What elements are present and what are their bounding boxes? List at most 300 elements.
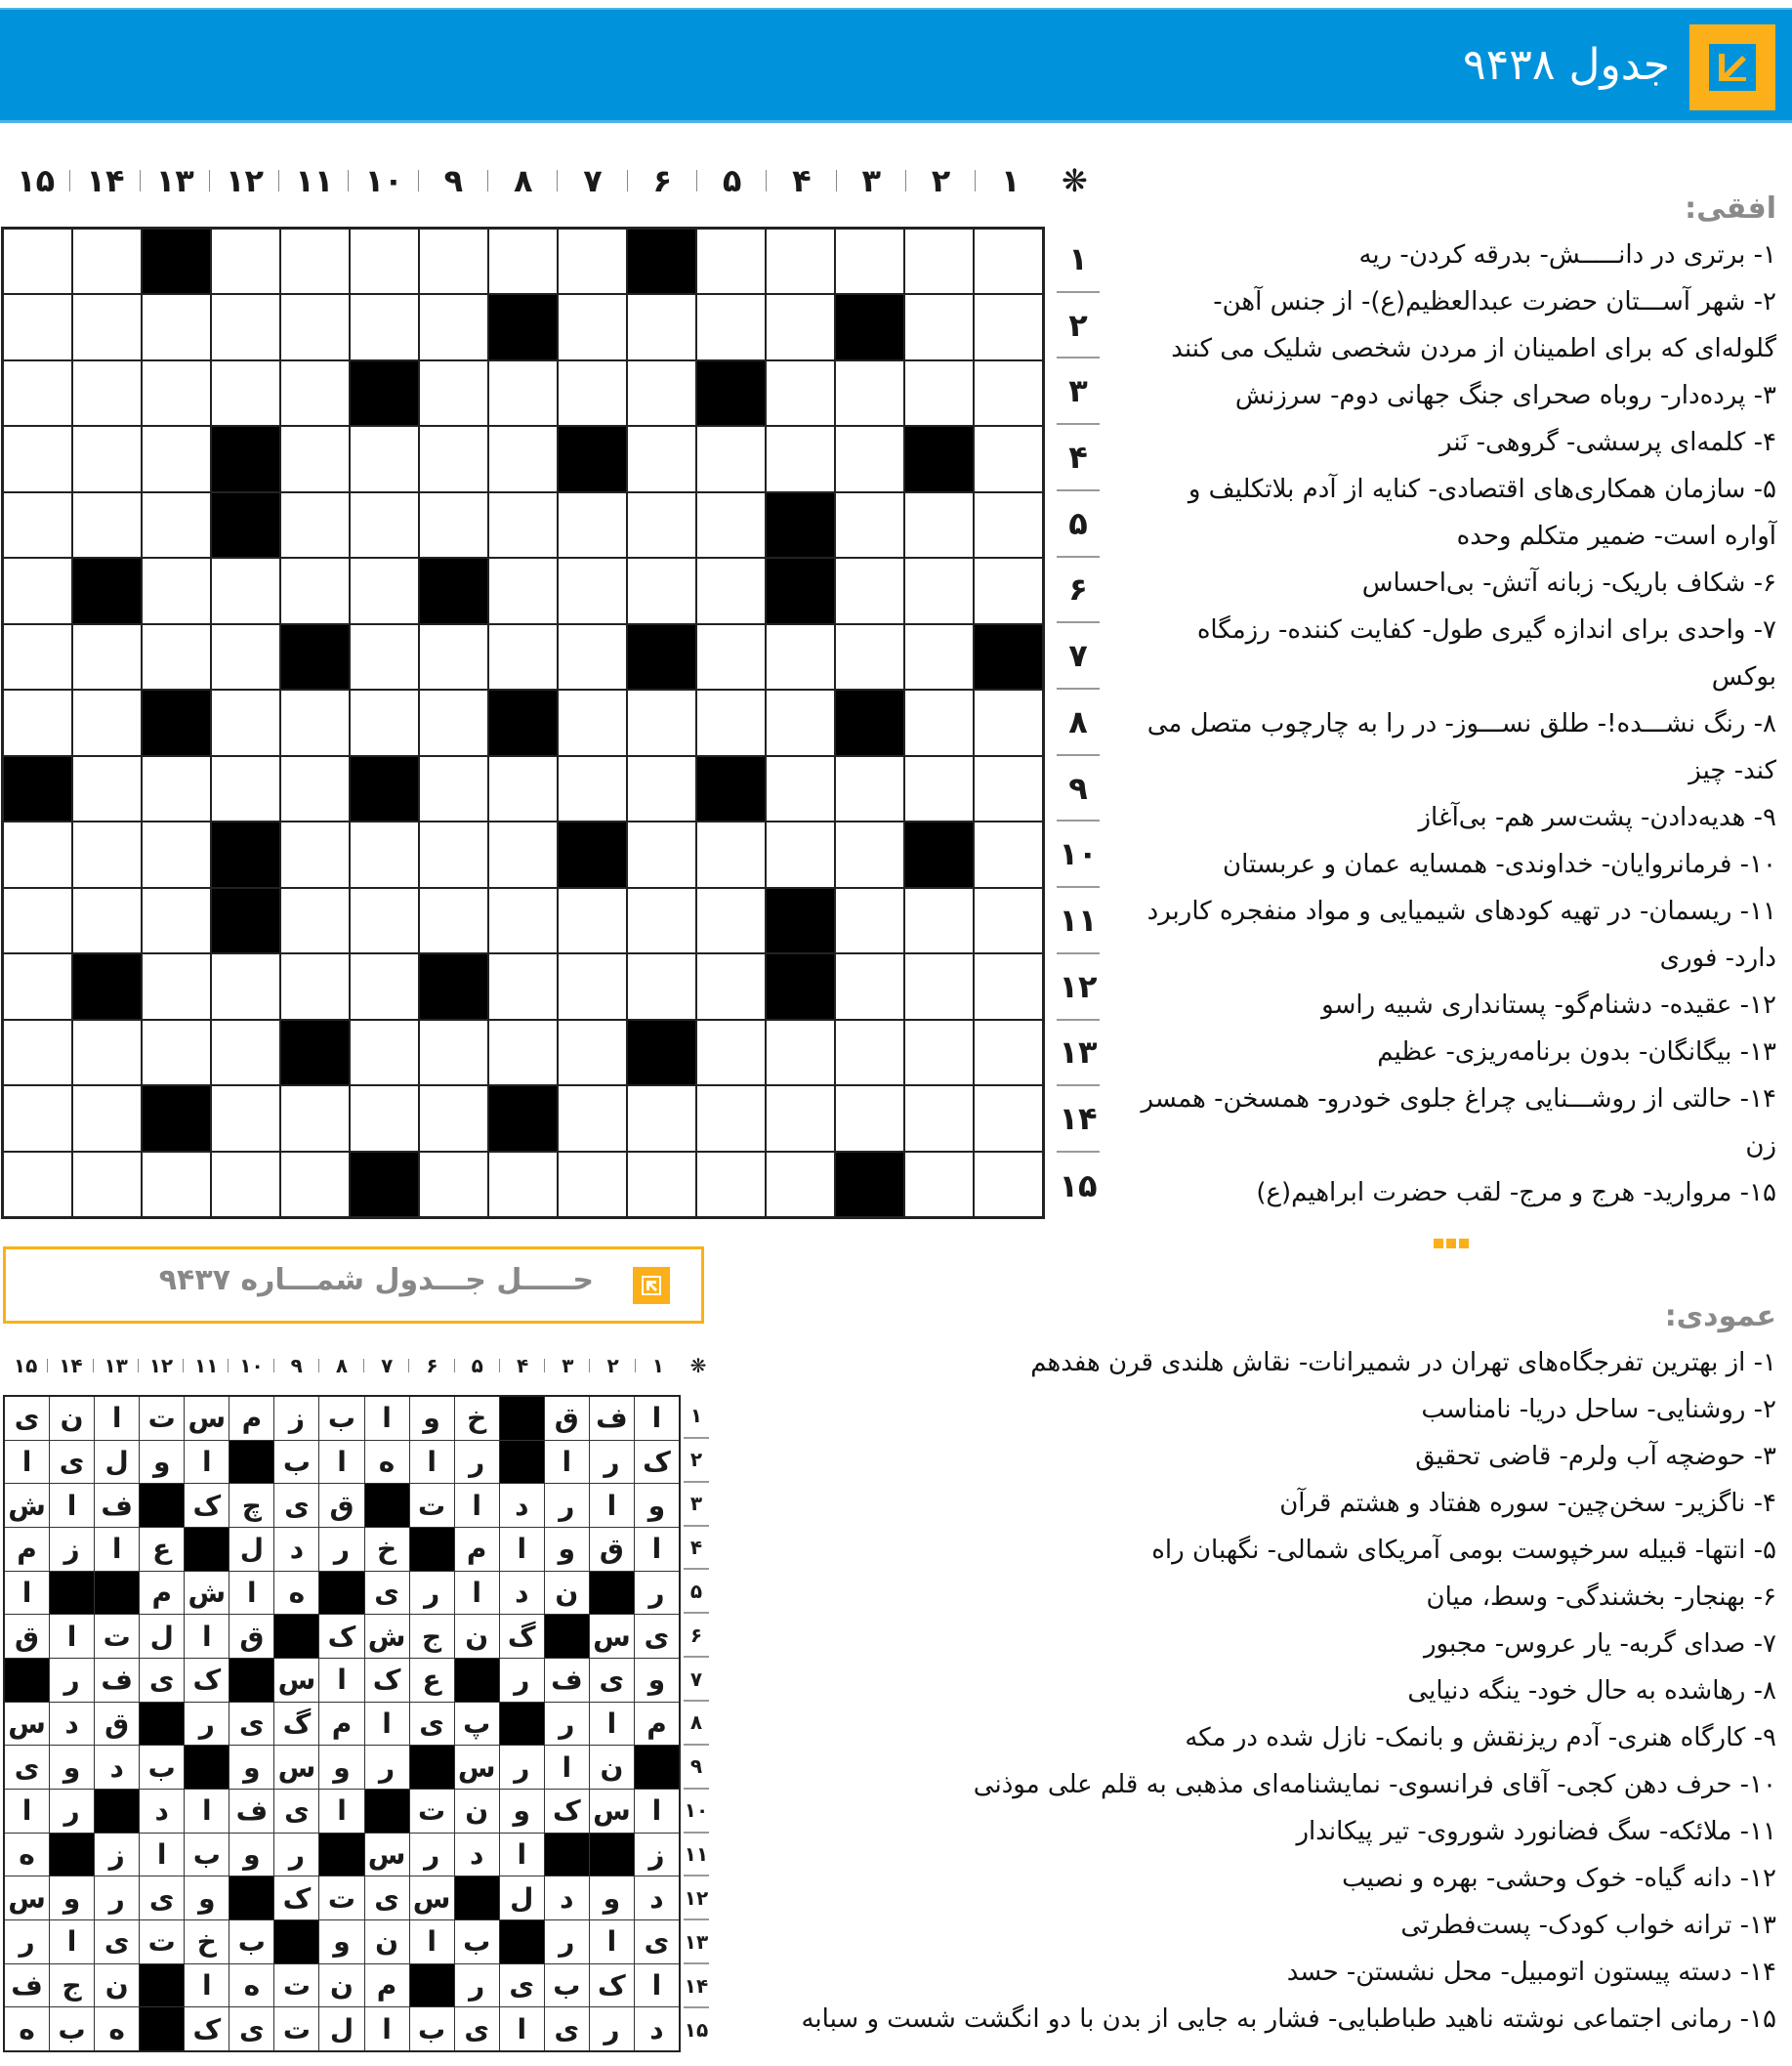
grid-cell[interactable] bbox=[351, 1086, 418, 1150]
grid-cell[interactable] bbox=[628, 822, 695, 886]
solution-letter-cell: ا bbox=[185, 1790, 229, 1833]
grid-cell[interactable] bbox=[143, 493, 210, 557]
grid-cell[interactable] bbox=[351, 295, 418, 358]
grid-cell[interactable] bbox=[836, 427, 903, 490]
grid-cell[interactable] bbox=[697, 295, 765, 358]
grid-cell[interactable] bbox=[351, 559, 418, 622]
grid-cell[interactable] bbox=[489, 493, 557, 557]
solution-letter-cell: س bbox=[185, 1397, 229, 1440]
grid-cell[interactable] bbox=[559, 559, 626, 622]
grid-cell[interactable] bbox=[4, 559, 71, 622]
grid-cell[interactable] bbox=[628, 889, 695, 952]
page-header bbox=[0, 8, 1792, 123]
column-number: ۷ bbox=[364, 1354, 409, 1377]
grid-cell[interactable] bbox=[767, 757, 834, 821]
grid-cell[interactable] bbox=[559, 230, 626, 293]
grid-cell[interactable] bbox=[281, 295, 349, 358]
grid-cell[interactable] bbox=[212, 230, 279, 293]
grid-cell[interactable] bbox=[4, 822, 71, 886]
grid-cell[interactable] bbox=[697, 1086, 765, 1150]
grid-cell[interactable] bbox=[559, 1086, 626, 1150]
solution-letter-cell: ن bbox=[365, 1920, 409, 1963]
grid-cell[interactable] bbox=[73, 1153, 141, 1216]
across-clue: ۱۵- مروارید- هرج و مرج- لقب حضرت ابراهیم(ع) bbox=[1256, 1178, 1776, 1207]
grid-cell[interactable] bbox=[975, 1153, 1042, 1216]
grid-cell[interactable] bbox=[143, 757, 210, 821]
grid-cell[interactable] bbox=[975, 691, 1042, 754]
solution-letter-cell: ی bbox=[5, 1397, 49, 1440]
solution-letter-cell: س bbox=[5, 1876, 49, 1919]
grid-cell[interactable] bbox=[143, 822, 210, 886]
across-clue: ۱۲- عقیده- دشنام‌گو- پستانداری شبیه راسو bbox=[1321, 991, 1776, 1020]
black-cell bbox=[143, 691, 210, 754]
grid-cell[interactable] bbox=[697, 1153, 765, 1216]
solution-letter-cell: د bbox=[500, 1572, 544, 1615]
solution-letter-cell: ک bbox=[274, 1876, 318, 1919]
grid-cell[interactable] bbox=[489, 361, 557, 425]
column-number: ۲ bbox=[590, 1354, 635, 1377]
grid-cell[interactable] bbox=[351, 691, 418, 754]
grid-cell[interactable] bbox=[351, 427, 418, 490]
solution-letter-cell: ب bbox=[229, 1920, 273, 1963]
grid-cell[interactable] bbox=[281, 361, 349, 425]
solution-letter-cell: ک bbox=[319, 1615, 363, 1658]
row-number: ۵ bbox=[1057, 491, 1100, 558]
solution-letter-cell: ا bbox=[5, 1441, 49, 1484]
solution-letter-cell: ا bbox=[635, 1790, 679, 1833]
grid-cell[interactable] bbox=[905, 1086, 973, 1150]
column-number: ۶ bbox=[628, 162, 697, 199]
grid-cell[interactable] bbox=[420, 757, 487, 821]
solution-letter-cell: س bbox=[590, 1790, 634, 1833]
grid-cell[interactable] bbox=[905, 691, 973, 754]
grid-cell[interactable] bbox=[905, 889, 973, 952]
grid-cell[interactable] bbox=[143, 295, 210, 358]
grid-cell[interactable] bbox=[281, 427, 349, 490]
grid-cell[interactable] bbox=[628, 954, 695, 1018]
grid-cell[interactable] bbox=[351, 889, 418, 952]
grid-cell[interactable] bbox=[905, 757, 973, 821]
grid-cell[interactable] bbox=[281, 1086, 349, 1150]
black-cell bbox=[420, 954, 487, 1018]
solution-letter-cell: و bbox=[319, 1920, 363, 1963]
solution-black-cell bbox=[274, 1615, 318, 1658]
grid-cell[interactable] bbox=[281, 954, 349, 1018]
grid-cell[interactable] bbox=[767, 625, 834, 689]
grid-cell[interactable] bbox=[281, 1153, 349, 1216]
grid-cell[interactable] bbox=[836, 493, 903, 557]
black-cell bbox=[767, 954, 834, 1018]
solution-letter-cell: ا bbox=[185, 1964, 229, 2007]
grid-cell[interactable] bbox=[905, 493, 973, 557]
grid-cell[interactable] bbox=[73, 822, 141, 886]
grid-cell[interactable] bbox=[420, 1153, 487, 1216]
solution-letter-cell: و bbox=[50, 1746, 94, 1789]
grid-cell[interactable] bbox=[420, 1021, 487, 1084]
solution-letter-cell: د bbox=[50, 1703, 94, 1746]
column-number: ۴ bbox=[767, 162, 836, 199]
across-clue: ۲- شهر آســـتان حضرت عبدالعظیم(ع)- از جنس آهن- گلوله‌ای که برای اطمینان از مردن شخصی شلیک می کنند bbox=[1171, 287, 1776, 363]
grid-cell[interactable] bbox=[4, 1021, 71, 1084]
grid-cell[interactable] bbox=[4, 889, 71, 952]
grid-cell[interactable] bbox=[281, 691, 349, 754]
grid-cell[interactable] bbox=[420, 493, 487, 557]
grid-cell[interactable] bbox=[559, 757, 626, 821]
grid-cell[interactable] bbox=[4, 361, 71, 425]
grid-cell[interactable] bbox=[975, 954, 1042, 1018]
grid-cell[interactable] bbox=[73, 1086, 141, 1150]
solution-letter-cell: ن bbox=[95, 1964, 139, 2007]
grid-cell[interactable] bbox=[905, 230, 973, 293]
solution-black-cell bbox=[140, 1703, 184, 1746]
grid-cell[interactable] bbox=[697, 954, 765, 1018]
grid-cell[interactable] bbox=[4, 1086, 71, 1150]
row-number: ۷ bbox=[684, 1658, 709, 1702]
grid-cell[interactable] bbox=[836, 361, 903, 425]
across-clue: ۴- کلمه‌ای پرسشی- گروهی- نَنر bbox=[1438, 428, 1776, 457]
solution-black-cell bbox=[500, 1703, 544, 1746]
row-number: ۱۳ bbox=[1057, 1021, 1100, 1087]
grid-cell[interactable] bbox=[905, 1153, 973, 1216]
grid-cell[interactable] bbox=[905, 559, 973, 622]
corner-arrow-icon bbox=[1689, 24, 1775, 110]
row-number: ۲ bbox=[684, 1439, 709, 1483]
grid-cell[interactable] bbox=[489, 1153, 557, 1216]
grid-cell[interactable] bbox=[420, 691, 487, 754]
grid-cell[interactable] bbox=[559, 889, 626, 952]
grid-cell[interactable] bbox=[697, 493, 765, 557]
grid-cell[interactable] bbox=[4, 493, 71, 557]
grid-cell[interactable] bbox=[628, 361, 695, 425]
solution-letter-cell: ن bbox=[455, 1790, 499, 1833]
grid-cell[interactable] bbox=[212, 757, 279, 821]
grid-cell[interactable] bbox=[767, 1021, 834, 1084]
grid-cell[interactable] bbox=[975, 559, 1042, 622]
black-cell bbox=[559, 427, 626, 490]
grid-cell[interactable] bbox=[559, 625, 626, 689]
grid-cell[interactable] bbox=[975, 493, 1042, 557]
grid-cell[interactable] bbox=[73, 691, 141, 754]
grid-cell[interactable] bbox=[905, 954, 973, 1018]
grid-cell[interactable] bbox=[4, 1153, 71, 1216]
row-number: ۶ bbox=[684, 1614, 709, 1658]
crossword-grid bbox=[1, 227, 1045, 1219]
solution-letter-cell: ج bbox=[410, 1615, 454, 1658]
solution-letter-cell: ن bbox=[545, 1572, 589, 1615]
grid-cell[interactable] bbox=[281, 889, 349, 952]
solution-letter-cell: ر bbox=[455, 1964, 499, 2007]
down-clue: ۱۴- دسته پیستون اتومبیل- محل نشستن- حسد bbox=[1286, 1958, 1776, 1987]
grid-cell[interactable] bbox=[420, 361, 487, 425]
grid-cell[interactable] bbox=[628, 493, 695, 557]
solution-black-cell bbox=[545, 1834, 589, 1876]
grid-cell[interactable] bbox=[73, 889, 141, 952]
solution-letter-cell: و bbox=[500, 1790, 544, 1833]
solution-letter-cell: ن bbox=[455, 1615, 499, 1658]
grid-cell[interactable] bbox=[628, 427, 695, 490]
solution-letter-cell: ی bbox=[365, 1572, 409, 1615]
across-clue: ۱۰- فرمانروایان- خداوندی- همسایه عمان و عربستان bbox=[1223, 850, 1776, 879]
solution-letter-cell: ب bbox=[545, 1964, 589, 2007]
grid-cell[interactable] bbox=[212, 691, 279, 754]
grid-cell[interactable] bbox=[351, 625, 418, 689]
grid-cell[interactable] bbox=[73, 427, 141, 490]
solution-black-cell bbox=[50, 1572, 94, 1615]
black-cell bbox=[489, 691, 557, 754]
grid-cell[interactable] bbox=[351, 954, 418, 1018]
grid-cell[interactable] bbox=[420, 625, 487, 689]
grid-cell[interactable] bbox=[489, 559, 557, 622]
solution-letter-cell: ر bbox=[635, 1572, 679, 1615]
grid-cell[interactable] bbox=[73, 625, 141, 689]
solution-black-cell bbox=[319, 1572, 363, 1615]
grid-cell[interactable] bbox=[697, 691, 765, 754]
solution-letter-cell: ا bbox=[590, 1920, 634, 1963]
grid-cell[interactable] bbox=[628, 559, 695, 622]
grid-cell[interactable] bbox=[73, 230, 141, 293]
grid-cell[interactable] bbox=[559, 954, 626, 1018]
grid-cell[interactable] bbox=[212, 954, 279, 1018]
grid-cell[interactable] bbox=[975, 1086, 1042, 1150]
down-clue: ۳- حوضچه آب ولرم- قاضی تحقیق bbox=[1415, 1442, 1776, 1471]
grid-cell[interactable] bbox=[73, 295, 141, 358]
down-clue: ۶- بهنجار- بخشندگی- وسط، میان bbox=[1426, 1582, 1776, 1612]
grid-cell[interactable] bbox=[73, 757, 141, 821]
grid-cell[interactable] bbox=[212, 1021, 279, 1084]
grid-cell[interactable] bbox=[697, 230, 765, 293]
grid-cell[interactable] bbox=[975, 822, 1042, 886]
grid-cell[interactable] bbox=[4, 954, 71, 1018]
grid-cell[interactable] bbox=[4, 230, 71, 293]
solution-letter-cell: ا bbox=[635, 1397, 679, 1440]
column-number: ۵ bbox=[697, 162, 767, 199]
grid-cell[interactable] bbox=[143, 427, 210, 490]
grid-cell[interactable] bbox=[767, 822, 834, 886]
grid-cell[interactable] bbox=[836, 822, 903, 886]
solution-letter-cell: ک bbox=[590, 1964, 634, 2007]
solution-letter-cell: ز bbox=[274, 1397, 318, 1440]
grid-cell[interactable] bbox=[559, 1153, 626, 1216]
grid-cell[interactable] bbox=[4, 295, 71, 358]
black-cell bbox=[143, 1086, 210, 1150]
grid-cell[interactable] bbox=[420, 822, 487, 886]
row-number: ۱۲ bbox=[684, 1876, 709, 1920]
black-cell bbox=[767, 889, 834, 952]
grid-cell[interactable] bbox=[281, 230, 349, 293]
solution-letter-cell: و bbox=[635, 1484, 679, 1527]
black-cell bbox=[212, 493, 279, 557]
solution-black-cell bbox=[95, 1790, 139, 1833]
across-clue: ۸- رنگ نشـــده!- طلق نســـوز- در را به چارچوب متصل می کند- چیز bbox=[1146, 709, 1776, 785]
grid-cell[interactable] bbox=[420, 1086, 487, 1150]
solution-letter-cell: گ bbox=[500, 1615, 544, 1658]
row-number: ۴ bbox=[684, 1527, 709, 1571]
grid-cell[interactable] bbox=[489, 822, 557, 886]
solution-letter-cell: ا bbox=[50, 1920, 94, 1963]
grid-cell[interactable] bbox=[212, 1153, 279, 1216]
grid-cell[interactable] bbox=[767, 361, 834, 425]
grid-cell[interactable] bbox=[975, 889, 1042, 952]
grid-cell[interactable] bbox=[351, 230, 418, 293]
grid-cell[interactable] bbox=[143, 361, 210, 425]
grid-cell[interactable] bbox=[767, 427, 834, 490]
solution-letter-cell: ک bbox=[185, 1484, 229, 1527]
grid-cell[interactable] bbox=[212, 1086, 279, 1150]
grid-cell[interactable] bbox=[420, 230, 487, 293]
grid-cell[interactable] bbox=[767, 1153, 834, 1216]
down-clue-list bbox=[722, 1339, 1776, 2043]
solution-letter-cell: ر bbox=[590, 1441, 634, 1484]
grid-cell[interactable] bbox=[628, 757, 695, 821]
across-heading: افقی: bbox=[1685, 191, 1776, 226]
row-number: ۶ bbox=[1057, 558, 1100, 624]
grid-cell[interactable] bbox=[767, 230, 834, 293]
grid-cell[interactable] bbox=[281, 559, 349, 622]
grid-cell[interactable] bbox=[420, 295, 487, 358]
grid-cell[interactable] bbox=[489, 1021, 557, 1084]
grid-cell[interactable] bbox=[281, 757, 349, 821]
solution-letter-cell: ل bbox=[229, 1528, 273, 1571]
column-number: ۸ bbox=[319, 1354, 364, 1377]
grid-cell[interactable] bbox=[281, 493, 349, 557]
grid-cell[interactable] bbox=[975, 1021, 1042, 1084]
solution-letter-cell: ف bbox=[95, 1659, 139, 1702]
row-number: ۱۳ bbox=[684, 1920, 709, 1964]
black-cell bbox=[697, 361, 765, 425]
grid-cell[interactable] bbox=[4, 427, 71, 490]
grid-cell[interactable] bbox=[836, 954, 903, 1018]
grid-cell[interactable] bbox=[489, 625, 557, 689]
grid-cell[interactable] bbox=[143, 889, 210, 952]
grid-cell[interactable] bbox=[836, 1086, 903, 1150]
grid-cell[interactable] bbox=[697, 1021, 765, 1084]
grid-cell[interactable] bbox=[767, 691, 834, 754]
solution-letter-cell: د bbox=[455, 1834, 499, 1876]
black-cell bbox=[836, 295, 903, 358]
grid-cell[interactable] bbox=[836, 1021, 903, 1084]
solution-black-cell bbox=[545, 1615, 589, 1658]
grid-cell[interactable] bbox=[351, 1021, 418, 1084]
grid-cell[interactable] bbox=[975, 361, 1042, 425]
grid-cell[interactable] bbox=[559, 295, 626, 358]
grid-cell[interactable] bbox=[836, 889, 903, 952]
solution-letter-cell: ت bbox=[274, 1964, 318, 2007]
grid-cell[interactable] bbox=[905, 1021, 973, 1084]
solution-letter-cell: ی bbox=[229, 2007, 273, 2050]
solution-letter-cell: ر bbox=[545, 1484, 589, 1527]
grid-cell[interactable] bbox=[767, 1086, 834, 1150]
grid-cell[interactable] bbox=[905, 295, 973, 358]
grid-cell[interactable] bbox=[351, 493, 418, 557]
solution-black-cell bbox=[410, 1746, 454, 1789]
grid-cell[interactable] bbox=[143, 954, 210, 1018]
grid-cell[interactable] bbox=[975, 427, 1042, 490]
grid-cell[interactable] bbox=[73, 493, 141, 557]
grid-cell[interactable] bbox=[351, 822, 418, 886]
grid-cell[interactable] bbox=[73, 361, 141, 425]
grid-cell[interactable] bbox=[836, 625, 903, 689]
grid-cell[interactable] bbox=[836, 757, 903, 821]
grid-cell[interactable] bbox=[73, 1021, 141, 1084]
solution-letter-cell: ر bbox=[410, 1572, 454, 1615]
grid-cell[interactable] bbox=[489, 954, 557, 1018]
grid-cell[interactable] bbox=[836, 559, 903, 622]
grid-cell[interactable] bbox=[697, 559, 765, 622]
grid-cell[interactable] bbox=[489, 427, 557, 490]
grid-cell[interactable] bbox=[697, 427, 765, 490]
grid-cell[interactable] bbox=[212, 625, 279, 689]
solution-letter-cell: ه bbox=[95, 2007, 139, 2050]
solution-letter-cell: ی bbox=[229, 1703, 273, 1746]
grid-cell[interactable] bbox=[143, 625, 210, 689]
solution-letter-cell: ا bbox=[500, 1834, 544, 1876]
grid-cell[interactable] bbox=[212, 295, 279, 358]
grid-cell[interactable] bbox=[975, 230, 1042, 293]
solution-letter-cell: ل bbox=[140, 1615, 184, 1658]
black-cell bbox=[73, 954, 141, 1018]
grid-cell[interactable] bbox=[628, 1153, 695, 1216]
grid-cell[interactable] bbox=[559, 493, 626, 557]
grid-cell[interactable] bbox=[4, 625, 71, 689]
grid-cell[interactable] bbox=[489, 757, 557, 821]
solution-letter-cell: ت bbox=[410, 1790, 454, 1833]
solution-letter-cell: ک bbox=[545, 1790, 589, 1833]
grid-cell[interactable] bbox=[905, 361, 973, 425]
grid-cell[interactable] bbox=[559, 361, 626, 425]
grid-cell[interactable] bbox=[420, 889, 487, 952]
grid-cell[interactable] bbox=[628, 295, 695, 358]
grid-cell[interactable] bbox=[143, 559, 210, 622]
solution-letter-cell: ک bbox=[185, 2007, 229, 2050]
solution-letter-cell: ف bbox=[545, 1659, 589, 1702]
solution-letter-cell: س bbox=[365, 1834, 409, 1876]
grid-cell[interactable] bbox=[420, 427, 487, 490]
grid-cell[interactable] bbox=[975, 757, 1042, 821]
grid-cell[interactable] bbox=[281, 822, 349, 886]
column-number: ۳ bbox=[545, 1354, 590, 1377]
grid-cell[interactable] bbox=[212, 559, 279, 622]
grid-cell[interactable] bbox=[559, 691, 626, 754]
grid-cell[interactable] bbox=[628, 1086, 695, 1150]
grid-cell[interactable] bbox=[143, 1021, 210, 1084]
black-cell bbox=[767, 493, 834, 557]
column-number: ۱۳ bbox=[94, 1354, 139, 1377]
row-number: ۳ bbox=[1057, 358, 1100, 425]
grid-cell[interactable] bbox=[4, 691, 71, 754]
grid-cell[interactable] bbox=[697, 889, 765, 952]
grid-cell[interactable] bbox=[697, 625, 765, 689]
grid-cell[interactable] bbox=[975, 295, 1042, 358]
solution-letter-cell: و bbox=[410, 1397, 454, 1440]
grid-cell[interactable] bbox=[212, 361, 279, 425]
solution-letter-cell: ر bbox=[545, 1703, 589, 1746]
grid-cell[interactable] bbox=[628, 691, 695, 754]
solution-letter-cell: ر bbox=[5, 1920, 49, 1963]
grid-cell[interactable] bbox=[836, 230, 903, 293]
grid-cell[interactable] bbox=[143, 1153, 210, 1216]
solution-letter-cell: ا bbox=[545, 1441, 589, 1484]
grid-cell[interactable] bbox=[489, 230, 557, 293]
grid-cell[interactable] bbox=[767, 295, 834, 358]
corner-arrow-icon bbox=[633, 1267, 670, 1304]
grid-cell[interactable] bbox=[489, 889, 557, 952]
grid-cell[interactable] bbox=[697, 822, 765, 886]
column-number: ۱ bbox=[651, 1354, 664, 1377]
grid-cell[interactable] bbox=[559, 1021, 626, 1084]
grid-cell[interactable] bbox=[905, 625, 973, 689]
black-cell bbox=[351, 361, 418, 425]
solution-letter-cell: ر bbox=[185, 1703, 229, 1746]
